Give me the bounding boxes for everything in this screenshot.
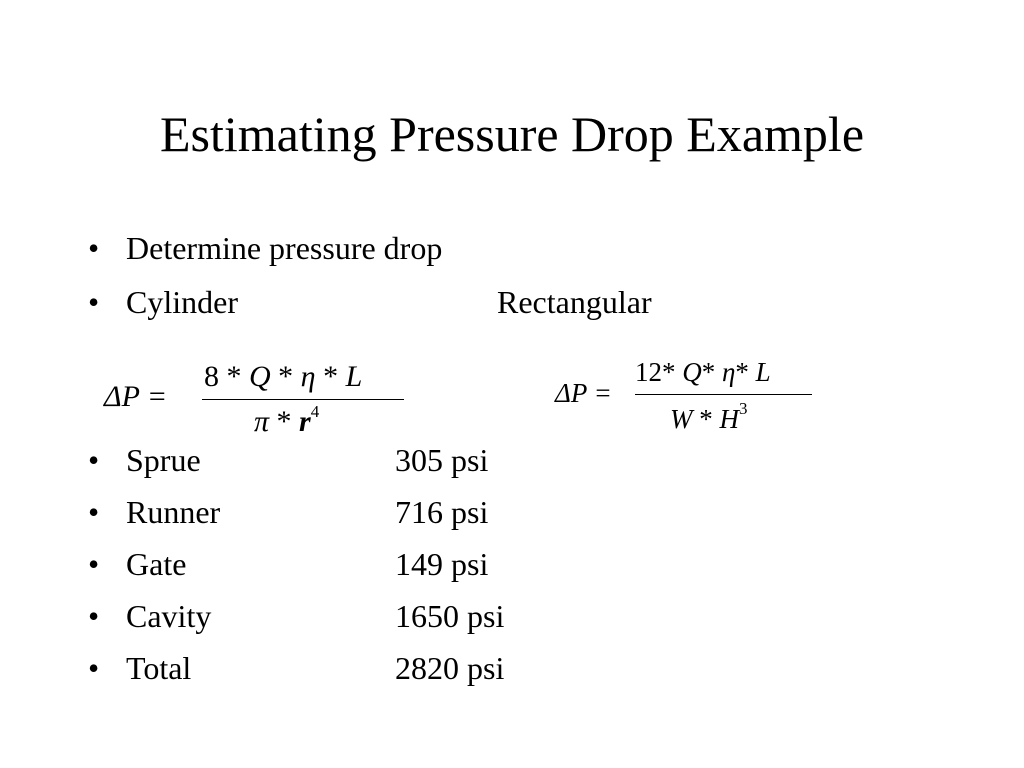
formula-denominator: π * $r^4$ bbox=[254, 402, 320, 438]
bullet-value: 149 psi bbox=[395, 546, 489, 582]
bullet-value: 2820 psi bbox=[395, 650, 505, 686]
slide-title: Estimating Pressure Drop Example bbox=[159, 106, 865, 162]
rectangular-formula bbox=[555, 355, 820, 435]
bullet-label: Runner bbox=[126, 494, 221, 530]
bullet-dot-icon: • bbox=[88, 230, 100, 266]
bullet-label: Cavity bbox=[126, 598, 212, 634]
formula-lhs: ΔP = bbox=[555, 378, 612, 408]
bullet-label: Total bbox=[126, 650, 192, 686]
bullet-value: 716 psi bbox=[395, 494, 489, 530]
bullet-value: Rectangular bbox=[497, 284, 652, 320]
bullet-dot-icon: • bbox=[88, 494, 100, 530]
formula-numerator: 8 * Q * η * L bbox=[204, 360, 363, 393]
bullet-label: Gate bbox=[126, 546, 187, 582]
fraction-bar bbox=[202, 399, 404, 400]
formula-numerator: 12* Q* η* L bbox=[635, 357, 771, 387]
fraction-bar bbox=[635, 394, 812, 395]
formula-denominator: W * $H^3$ bbox=[670, 399, 748, 434]
bullet-dot-icon: • bbox=[88, 546, 100, 582]
bullet-label: Cylinder bbox=[126, 284, 238, 320]
bullet-value: 305 psi bbox=[395, 442, 489, 478]
bullet-value: 1650 psi bbox=[395, 598, 505, 634]
cylinder-formula bbox=[104, 360, 414, 440]
bullet-dot-icon: • bbox=[88, 650, 100, 686]
bullet-dot-icon: • bbox=[88, 598, 100, 634]
bullet-label: Sprue bbox=[126, 442, 201, 478]
bullet-dot-icon: • bbox=[88, 442, 100, 478]
bullet-label: Determine pressure drop bbox=[126, 230, 443, 266]
bullet-dot-icon: • bbox=[88, 284, 100, 320]
formula-lhs: ΔP = bbox=[104, 380, 168, 413]
